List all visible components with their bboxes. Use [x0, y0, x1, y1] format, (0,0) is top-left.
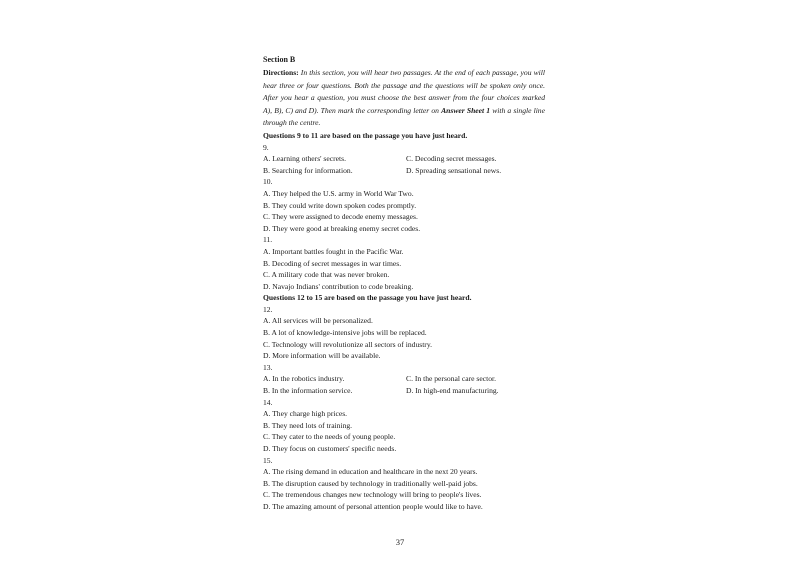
q15-option-c: C. The tremendous changes new technology will bring to people's lives. — [263, 490, 482, 500]
q12-option-a: A. All services will be personalized. — [263, 316, 373, 326]
directions-tail: with a single line through the centre. — [263, 105, 545, 128]
q15-option-d: D. The amazing amount of personal attention people would like to have. — [263, 501, 483, 511]
directions — [263, 67, 545, 130]
section-title: Section B — [263, 55, 296, 64]
q13-option-c: C. In the personal care sector. — [406, 374, 497, 384]
q14-option-a: A. They charge high prices. — [263, 409, 348, 419]
q11-option-b: B. Decoding of secret messages in war times. — [263, 258, 402, 268]
q14-option-d: D. They focus on customers' specific needs. — [263, 444, 397, 453]
question-9-options — [263, 153, 553, 176]
q12-option-d: D. More information will be available. — [263, 351, 381, 361]
exam-page — [263, 54, 553, 513]
q12-option-c: C. Technology will revolutionize all sectors of industry. — [263, 339, 433, 349]
answer-sheet-label: Answer Sheet 1 — [441, 105, 491, 115]
q14-option-b: B. They need lots of training. — [263, 420, 353, 430]
q9-option-d: D. Spreading sensational news. — [406, 165, 502, 175]
q14-option-c: C. They cater to the needs of young people. — [263, 432, 396, 442]
q11-option-c: C. A military code that was never broken. — [263, 270, 390, 280]
q13-option-b: B. In the information service. — [263, 386, 353, 396]
q10-option-d: D. They were good at breaking enemy secret codes. — [263, 223, 421, 233]
q9-option-a: A. Learning others' secrets. — [263, 154, 346, 164]
group-heading-2: Questions 12 to 15 are based on the passage you have just heard. — [263, 293, 472, 303]
question-number-15: 15. — [263, 455, 273, 465]
question-number-9: 9. — [263, 142, 269, 152]
q15-option-a: A. The rising demand in education and healthcare in the next 20 years. — [263, 467, 478, 477]
q13-option-d: D. In high-end manufacturing. — [406, 386, 499, 396]
question-number-11: 11. — [263, 235, 273, 245]
question-13-options — [263, 373, 553, 396]
directions-text: In this section, you will hear two passages. At the end of each passage, you will hear three or four questions. Both the passage and the questions will be spoken only once. After you hear a question, you must choose the best answer from the four choices marked A), B), C) and D). Then mark the corresponding letter on — [263, 68, 545, 115]
q10-option-b: B. They could write down spoken codes promptly. — [263, 200, 417, 210]
question-number-12: 12. — [263, 304, 273, 314]
q9-option-b: B. Searching for information. — [263, 165, 353, 175]
q10-option-c: C. They were assigned to decode enemy messages. — [263, 212, 418, 222]
q11-option-d: D. Navajo Indians' contribution to code breaking. — [263, 281, 414, 291]
q13-option-a: A. In the robotics industry. — [263, 374, 345, 384]
group-heading-1: Questions 9 to 11 are based on the passage you have just heard. — [263, 130, 468, 140]
q12-option-b: B. A lot of knowledge-intensive jobs will be replaced. — [263, 328, 427, 338]
question-number-10: 10. — [263, 177, 273, 187]
question-number-14: 14. — [263, 397, 273, 407]
q11-option-a: A. Important battles fought in the Pacific War. — [263, 246, 404, 256]
q15-option-b: B. The disruption caused by technology in traditionally well-paid jobs. — [263, 478, 478, 488]
page-number: 37 — [395, 537, 405, 547]
question-number-13: 13. — [263, 362, 273, 372]
q9-option-c: C. Decoding secret messages. — [406, 154, 497, 164]
directions-label: Directions: — [263, 68, 299, 77]
q10-option-a: A. They helped the U.S. army in World War Two. — [263, 188, 414, 198]
